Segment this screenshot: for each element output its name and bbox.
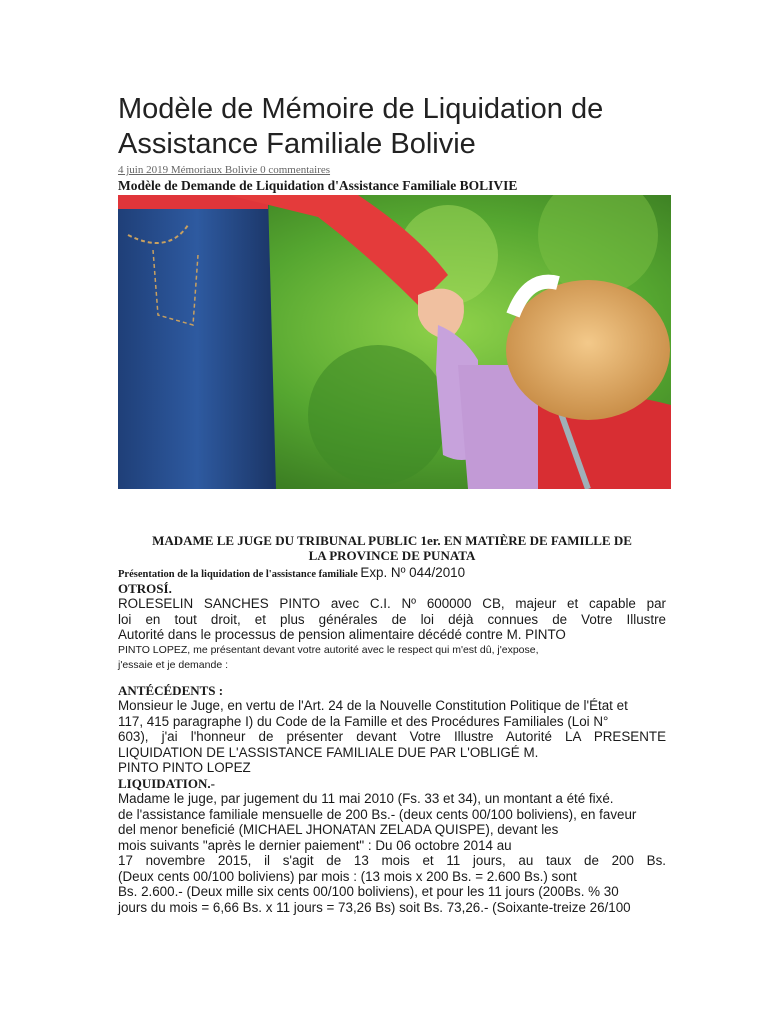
antecedents-line-1: Monsieur le Juge, en vertu de l'Art. 24 de la Nouvelle Constitution Politique de l'État et — [118, 698, 628, 713]
intro-line-1: ROLESELIN SANCHES PINTO avec C.I. Nº 600000 CB, majeur et capable par — [118, 596, 666, 611]
liquidation-line-2: de l'assistance familiale mensuelle de 200 Bs.- (deux cents 00/100 boliviens), en faveur — [118, 806, 637, 822]
liquidation-line-7: Bs. 2.600.- (Deux mille six cents 00/100 boliviens), et pour les 11 jours (200Bs. % 30 — [118, 884, 619, 899]
liquidation-heading: LIQUIDATION.- — [118, 775, 215, 791]
document-subtitle: Modèle de Demande de Liquidation d'Assistance Familiale BOLIVIE — [118, 178, 518, 193]
liquidation-line-8: jours du mois = 6,66 Bs. x 11 jours = 73,26 Bs) soit Bs. 73,26.- (Soixante-treize 26/100 — [118, 899, 631, 915]
adult-and-child-photo — [118, 195, 671, 489]
document-body — [118, 565, 666, 915]
court-line-2: LA PROVINCE DE PUNATA — [308, 548, 476, 563]
antecedents-line-4: LIQUIDATION DE L'ASSISTANCE FAMILIALE DUE PAR L'OBLIGÉ M. — [118, 744, 539, 760]
intro-small-line-1: PINTO LOPEZ, me présentant devant votre autorité avec le respect qui m'est dû, j'expose, — [118, 643, 539, 656]
liquidation-line-5: 17 novembre 2015, il s'agit de 13 mois et 11 jours, au taux de 200 Bs. — [118, 853, 666, 868]
page-title — [118, 92, 678, 162]
liquidation-line-1: Madame le juge, par jugement du 11 mai 2010 (Fs. 33 et 34), un montant a été fixé. — [118, 791, 614, 806]
antecedents-line-2: 117, 415 paragraphe I) du Code de la Famille et des Procédures Familiales (Loi N° — [118, 713, 609, 729]
liquidation-line-3: del menor beneficié (MICHAEL JHONATAN ZELADA QUISPE), devant les — [118, 822, 559, 837]
intro-line-2: loi en tout droit, et plus générales de loi déjà connues de Votre Illustre — [118, 611, 666, 627]
presentation-label: Présentation de la liquidation de l'assistance familiale — [118, 569, 361, 580]
title-line-1: Modèle de Mémoire de Liquidation de — [118, 93, 604, 125]
liquidation-line-6: (Deux cents 00/100 boliviens) par mois : (13 mois x 200 Bs. = 2.600 Bs.) sont — [118, 868, 577, 884]
antecedents-line-3: 603), j'ai l'honneur de présenter devant Votre Illustre Autorité LA PRESENTE — [118, 729, 666, 744]
case-number: Exp. Nº 044/2010 — [360, 565, 466, 580]
liquidation-line-4: mois suivants "après le dernier paiement" : Du 06 octobre 2014 au — [118, 837, 512, 853]
presentation-line — [118, 565, 666, 581]
court-heading — [118, 533, 666, 563]
title-line-2: Assistance Familiale Bolivie — [118, 128, 476, 160]
antecedents-heading: ANTÉCÉDENTS : — [118, 682, 224, 698]
court-line-1: MADAME LE JUGE DU TRIBUNAL PUBLIC 1er. EN MATIÈRE DE FAMILLE DE — [152, 533, 632, 548]
post-meta[interactable]: 4 juin 2019 Mémoriaux Bolivie 0 commentaires — [118, 164, 331, 176]
intro-small-line-2: j'essaie et je demande : — [118, 659, 228, 671]
intro-line-3: Autorité dans le processus de pension alimentaire décédé contre M. PINTO — [118, 627, 566, 642]
header-photo — [118, 195, 671, 489]
antecedents-line-5: PINTO PINTO LOPEZ — [118, 760, 251, 775]
otrosi-heading: OTROSÍ. — [118, 580, 172, 596]
